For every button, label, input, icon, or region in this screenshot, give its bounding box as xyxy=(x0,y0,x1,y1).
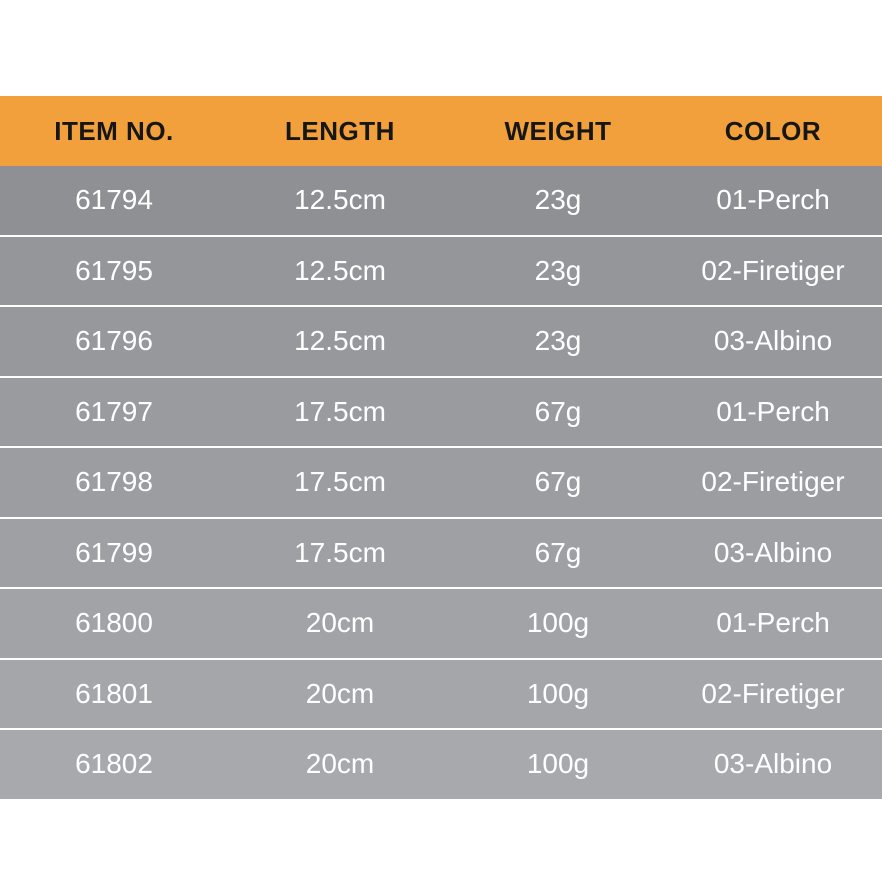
cell-length: 12.5cm xyxy=(228,306,452,377)
cell-weight: 23g xyxy=(452,236,664,307)
table-row xyxy=(0,236,882,307)
cell-length: 12.5cm xyxy=(228,166,452,236)
cell-item-no: 61798 xyxy=(0,447,228,518)
cell-color: 02-Firetiger xyxy=(664,447,882,518)
cell-item-no: 61799 xyxy=(0,518,228,589)
table-row xyxy=(0,659,882,730)
cell-weight: 67g xyxy=(452,518,664,589)
cell-color: 01-Perch xyxy=(664,166,882,236)
cell-length: 12.5cm xyxy=(228,236,452,307)
table-body xyxy=(0,166,882,799)
table-header xyxy=(0,96,882,166)
cell-color: 03-Albino xyxy=(664,729,882,799)
cell-color: 01-Perch xyxy=(664,588,882,659)
table-row xyxy=(0,166,882,236)
cell-length: 17.5cm xyxy=(228,518,452,589)
cell-weight: 100g xyxy=(452,588,664,659)
column-header-color: COLOR xyxy=(664,96,882,166)
cell-item-no: 61802 xyxy=(0,729,228,799)
cell-weight: 100g xyxy=(452,659,664,730)
cell-color: 03-Albino xyxy=(664,518,882,589)
cell-weight: 100g xyxy=(452,729,664,799)
table-row xyxy=(0,588,882,659)
cell-item-no: 61794 xyxy=(0,166,228,236)
specification-table xyxy=(0,96,882,799)
cell-weight: 23g xyxy=(452,306,664,377)
cell-item-no: 61796 xyxy=(0,306,228,377)
cell-length: 20cm xyxy=(228,729,452,799)
cell-weight: 67g xyxy=(452,377,664,448)
cell-item-no: 61800 xyxy=(0,588,228,659)
cell-item-no: 61797 xyxy=(0,377,228,448)
cell-color: 01-Perch xyxy=(664,377,882,448)
cell-color: 03-Albino xyxy=(664,306,882,377)
column-header-weight: WEIGHT xyxy=(452,96,664,166)
cell-weight: 67g xyxy=(452,447,664,518)
table-row xyxy=(0,518,882,589)
cell-item-no: 61795 xyxy=(0,236,228,307)
table-row xyxy=(0,306,882,377)
column-header-item-no: ITEM NO. xyxy=(0,96,228,166)
cell-length: 17.5cm xyxy=(228,447,452,518)
cell-length: 20cm xyxy=(228,659,452,730)
table-header-row xyxy=(0,96,882,166)
cell-color: 02-Firetiger xyxy=(664,236,882,307)
table-row xyxy=(0,377,882,448)
table-row xyxy=(0,729,882,799)
cell-color: 02-Firetiger xyxy=(664,659,882,730)
cell-item-no: 61801 xyxy=(0,659,228,730)
column-header-length: LENGTH xyxy=(228,96,452,166)
cell-weight: 23g xyxy=(452,166,664,236)
cell-length: 20cm xyxy=(228,588,452,659)
table-row xyxy=(0,447,882,518)
cell-length: 17.5cm xyxy=(228,377,452,448)
